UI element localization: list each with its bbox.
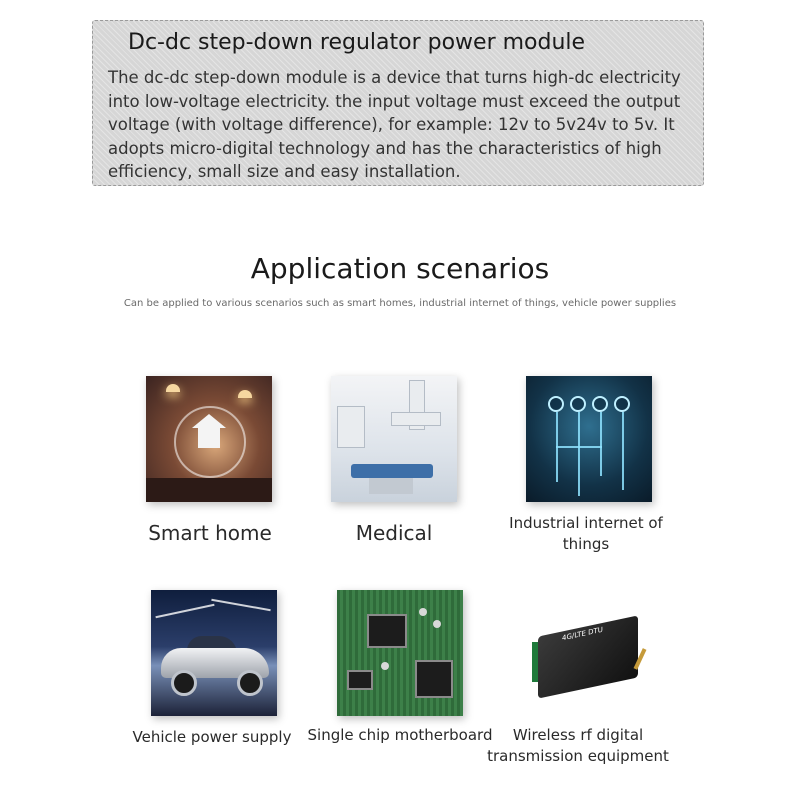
intro-description: The dc-dc step-down module is a device that turns high-dc electricity into low-voltage electricity. the input voltage must exceed the output voltage (with voltage difference), for example: 12v to 5v24v to 5v. It adopts micro-digital technology and has the characteristics of high efficiency, small size and easy installation. <box>108 68 681 181</box>
smart-home-image <box>146 376 272 502</box>
industrial-iot-image <box>526 376 652 502</box>
scenario-label-medical: Medical <box>355 521 433 545</box>
scenario-label-vehicle: Vehicle power supply <box>132 728 292 746</box>
scenario-label-industrial-iot: Industrial internet of things <box>509 514 663 553</box>
section-title: Application scenarios <box>250 252 550 285</box>
scenario-label-wireless: Wireless rf digital transmission equipment <box>487 726 669 765</box>
scenario-label-motherboard: Single chip motherboard <box>307 726 493 744</box>
device-label: 4G/LTE DTU <box>562 625 603 643</box>
vehicle-image <box>151 590 277 716</box>
house-icon <box>198 428 220 448</box>
motherboard-image <box>337 590 463 716</box>
medical-image <box>331 376 457 502</box>
wireless-device-image <box>530 596 656 722</box>
scenario-label-smart-home: Smart home <box>148 521 272 545</box>
intro-title: Dc-dc step-down regulator power module <box>128 30 586 55</box>
section-subtitle: Can be applied to various scenarios such as smart homes, industrial internet of things, vehicle power supplies <box>123 298 677 309</box>
